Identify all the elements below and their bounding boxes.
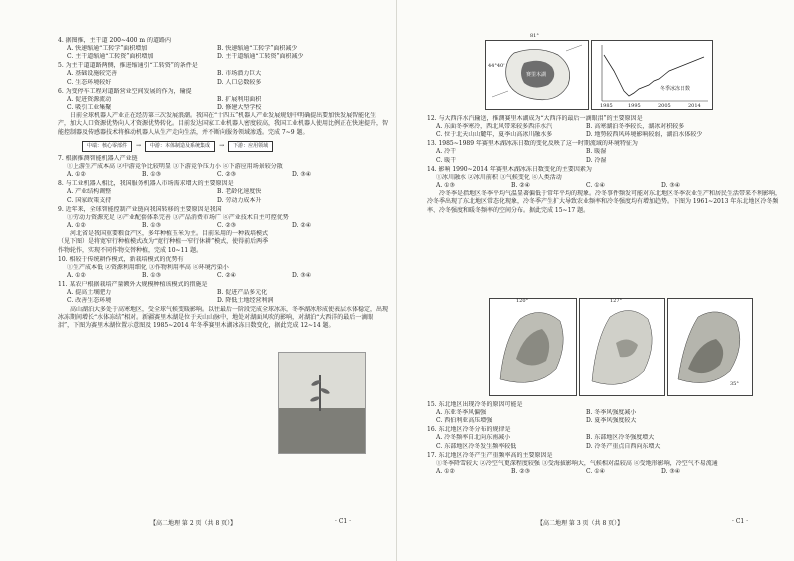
answer-option[interactable]: B. 暖湿 xyxy=(586,148,607,156)
page-footer: 【高二地理 第 2 页（共 8 页）】 xyxy=(150,520,237,527)
answer-choice[interactable]: D. ③④ xyxy=(292,272,312,280)
cold-winter-intensity-map xyxy=(579,298,665,396)
question-stem: 4. 据图推，主干道 200~400 m 的道路内 xyxy=(58,36,171,44)
answer-choice[interactable]: D. ②④ xyxy=(292,222,312,230)
statement-row: ①冰川融水 ②冰川前积 ③气候变化 ④人类活动 xyxy=(436,173,562,181)
answer-option[interactable]: D. 修建大型学校 xyxy=(217,104,262,112)
option-row xyxy=(58,53,388,61)
chain-box-downstream: 下游：应用领域 xyxy=(228,141,273,152)
choice-row xyxy=(58,222,388,230)
option-row xyxy=(58,79,388,87)
question-group-4-6 xyxy=(58,37,388,112)
question-stem: 7. 根据推测智能机器人产业链 xyxy=(58,154,138,162)
answer-choice[interactable]: A. ①② xyxy=(67,272,86,280)
answer-choice[interactable]: C. ②③ xyxy=(217,222,236,230)
question-stem: 8. 与工业机器人相比，我国服务机器人市场需求增大的主要原因是 xyxy=(58,180,234,188)
option-row xyxy=(58,70,388,78)
right-content-column xyxy=(427,114,782,215)
question-group-7-9 xyxy=(58,155,388,230)
option-row xyxy=(58,188,388,196)
answer-option[interactable]: C. 西伯利亚高压增强 xyxy=(436,417,493,425)
statement-row: ①冬季降雪较大 ②冷空气更深程度较强 ③受海拔影响大，气候相对温较高 ④受地形影响，冷空气不易流通 xyxy=(436,459,718,467)
answer-option[interactable]: B. 扩展利用面积 xyxy=(217,95,262,103)
answer-option[interactable]: C. 主干道缩通“工转资”面积增加 xyxy=(67,53,154,61)
answer-choice[interactable]: D. ③④ xyxy=(292,171,312,179)
latitude-label: 44°40' xyxy=(488,63,505,69)
answer-option[interactable]: A. 提高土壤肥力 xyxy=(67,289,112,297)
question-stem: 13. 1985~1989 年赛里木湖冰冻日数的变化反映了这一时期流域的环境特征为 xyxy=(427,140,638,148)
passage-cold-winter: 冷冬季是指地区冬季平均气温显著偏低于常年平均的现象。冷冬事件频发可能对东北地区冬季农业生产和居民生活带来不利影响，冷冬季出现了东北地区常态化现象，冷冬季产生扩大导致农业频率和冷冬强度均有增加趋势。下图为 1961~2013 年东北地区冷冬频率、冷冬强度和暖冬频率的空间分布。据此完成 15~17 题。 xyxy=(427,190,782,214)
option-row xyxy=(427,443,782,451)
answer-option[interactable]: D. 夏季风强度较大 xyxy=(586,417,637,425)
answer-choice[interactable]: C. ①④ xyxy=(586,468,605,476)
question-group-15-17 xyxy=(427,401,782,476)
x-label-mid2: 2005 xyxy=(658,103,671,109)
passage-robot-industry: 日前全球机器人产业正在经历第三次发展浪潮。我国在“十四五”机器人产业发展规划中明确提出要加快发展智能化生产，加大人口资源优势向人才资源优势转化。目前发达国家工业机器人密度较高，我国工业机器人使用比例正在快速提升，智能控制器及传感器技术将推动机器人从生产走向生活，并不断向服务领域渗透。完成 7~9 题。 xyxy=(58,112,388,136)
answer-choice[interactable]: B. ②③ xyxy=(511,468,530,476)
answer-choice[interactable]: D. ③④ xyxy=(661,468,681,476)
option-row xyxy=(427,123,782,131)
map-c-graphic xyxy=(668,299,752,395)
map-a-graphic xyxy=(490,299,576,395)
answer-choice[interactable]: B. ②④ xyxy=(511,182,530,190)
answer-option[interactable]: D. 人口总数较多 xyxy=(217,78,262,86)
question-stem: 10. 相较于传统耕作模式，新栽培模式的优势有 xyxy=(58,255,184,263)
answer-choice[interactable]: B. ①③ xyxy=(142,272,161,280)
cold-winter-frequency-map xyxy=(489,298,577,396)
question-stem: 11. 某农户根据栽培产量额外大规模种植该模式的措施是 xyxy=(58,281,208,289)
map-lat-label: 35° xyxy=(730,381,739,387)
answer-option[interactable]: C. 生态环境较好 xyxy=(67,78,112,86)
answer-option[interactable]: C. 改善生态环境 xyxy=(67,297,112,305)
answer-option[interactable]: A. 基础设施较完善 xyxy=(67,70,118,78)
option-row xyxy=(58,297,388,305)
option-row xyxy=(58,104,388,112)
x-label-mid: 1995 xyxy=(628,103,641,109)
answer-option[interactable]: B. 促进产品多元化 xyxy=(217,289,268,297)
answer-choice[interactable]: B. ①③ xyxy=(142,171,161,179)
answer-choice[interactable]: A. ①② xyxy=(436,468,455,476)
map-lon-label: 127° xyxy=(610,298,623,304)
answer-option[interactable]: D. 劳动力成本升 xyxy=(217,196,262,204)
answer-option[interactable]: D. 冷冬产重点自西向东增大 xyxy=(586,442,661,450)
question-stem: 14. 影响 1990~2014 年赛里木湖冰冻日数变化的主要因素为 xyxy=(427,165,592,173)
option-row xyxy=(427,157,782,165)
chart-legend: 冬季冰冻日数 xyxy=(660,86,691,92)
answer-option[interactable]: A. 冷冬频率自北向东南减小 xyxy=(436,434,511,442)
question-stem: 12. 与大西洋水汽输送，推测赛里木湖成为“大西洋的最后一滴眼泪”的主要原因是 xyxy=(427,114,643,122)
map-lon-label: 120° xyxy=(516,298,529,304)
answer-option[interactable]: C. 国家政策支持 xyxy=(67,196,112,204)
right-exam-page xyxy=(397,0,794,561)
option-row xyxy=(427,148,782,156)
option-row xyxy=(427,131,782,139)
choice-row xyxy=(427,468,782,476)
warm-winter-frequency-map xyxy=(667,298,753,396)
option-row xyxy=(58,197,388,205)
footer-code: · C1 · xyxy=(732,518,749,525)
answer-choice[interactable]: B. ①③ xyxy=(142,222,161,230)
arrow-right-icon: → xyxy=(136,142,142,150)
answer-option[interactable]: D. 主干道缩通“工转资”面积减少 xyxy=(217,53,304,61)
answer-option[interactable]: C. 暖干 xyxy=(436,156,457,164)
answer-option[interactable]: A. 东亚冬季风偏强 xyxy=(436,409,487,416)
answer-option[interactable]: A. 促进资源流动 xyxy=(67,95,112,103)
answer-choice[interactable]: C. ①④ xyxy=(586,182,605,190)
answer-choice[interactable]: A. ①③ xyxy=(436,182,455,190)
passage-lake: 高山湖泊大多处于高寒地区，受全球气候变暖影响。以往最后一阶段完成全球冰冻，冬季湖冰形成使表层水体稳定，出现冰冻期间增长“水体冻结”相对。新疆赛里木湖是位于天山山脉中，地处对湖面风吹的影响，对湖泊“大西洋的最后一滴眼泪”，下图为赛里木湖位置示意图及 1985~2014 年冬季赛里木湖冰冻日数变化，据此完成 12~14 题。 xyxy=(58,305,388,330)
longitude-label: 81° xyxy=(530,33,539,39)
left-content-column xyxy=(58,36,388,330)
answer-choice[interactable]: A. ①② xyxy=(67,222,86,230)
question-stem: 17. 东北地区冷冬产生产重频率高的主要原因是 xyxy=(427,451,553,459)
statement-row: ①劳动力资源充足 ②产业配套体系完善 ③产品消费市场广 ④产业技术自主可控优势 xyxy=(67,213,289,221)
freezing-days-chart xyxy=(591,40,713,110)
freezing-days-graphic xyxy=(592,41,712,109)
chain-box-midstream: 中游：本体制造及系统集成 xyxy=(145,141,215,152)
question-stem: 6. 为变停车工程对道路营业空间发展的作为，输提 xyxy=(58,87,192,95)
answer-choice[interactable]: A. ①② xyxy=(67,171,86,179)
choice-row xyxy=(58,171,388,179)
question-group-10-11 xyxy=(58,256,388,306)
option-row xyxy=(427,434,782,442)
option-row xyxy=(58,96,388,104)
answer-option[interactable]: D. 地势较西风环境影响较弱，湖泊水体较少 xyxy=(586,131,703,139)
lake-location-map xyxy=(485,33,589,110)
answer-choice[interactable]: C. ②③ xyxy=(217,171,236,179)
x-label-start: 1985 xyxy=(600,103,613,109)
answer-option[interactable]: B. 冬季风强度减小 xyxy=(586,409,637,416)
map-b-graphic xyxy=(580,299,664,395)
question-group-12-14 xyxy=(427,115,782,190)
question-stem: 15. 东北地区出现冷冬的原因可能是 xyxy=(427,400,523,408)
right-lower-column xyxy=(427,400,782,476)
statement-row: ①生产成本低 ②资源利用细化 ③作物利用率高 ④环境污染小 xyxy=(67,263,229,271)
answer-option[interactable]: B. 快递缩通“工转学”面积减少 xyxy=(217,45,298,52)
choice-row xyxy=(427,182,782,190)
option-row xyxy=(427,417,782,425)
answer-option[interactable]: B. 老龄化速度快 xyxy=(217,188,262,196)
answer-option[interactable]: C. 位于北天山山麓年，夏季山高冰川融水多 xyxy=(436,131,553,139)
answer-option[interactable]: D. 冷湿 xyxy=(586,156,607,164)
industry-chain-diagram xyxy=(82,141,388,152)
option-row xyxy=(58,289,388,297)
question-stem: 16. 东北地区冷冬分布的规律是 xyxy=(427,426,511,434)
question-stem: 5. 为主干道道路两侧，推进缩通引“工转资”的条件是 xyxy=(58,62,198,70)
answer-option[interactable]: C. 东部地区冷冬发生频率较低 xyxy=(436,442,517,450)
answer-option[interactable]: D. 降低土地经营利润 xyxy=(217,297,274,305)
chain-box-upstream: 中端：核心零部件 xyxy=(82,141,132,152)
option-row xyxy=(427,409,782,417)
answer-option[interactable]: A. 产业结构调整 xyxy=(67,188,112,196)
choice-row xyxy=(58,272,388,280)
footer-code: · C1 · xyxy=(335,518,352,525)
lake-name-label: 赛里木湖 xyxy=(526,72,547,78)
passage-farming-model: 河北省是我国重要粮食产区，多年种植玉米为主。目前采用的一种栽培模式（见下图）是将宽窄行种植模式改为“宽行种植一窄行休耕”模式，使得前后两季作物轮作，实现不同作物交替种植，完成 10~11 题。 xyxy=(58,230,269,254)
page-footer: 【高二地理 第 3 页（共 8 页）】 xyxy=(537,520,624,527)
answer-option[interactable]: B. 市场潜力巨大 xyxy=(217,70,262,78)
x-label-end: 2014 xyxy=(688,103,701,109)
answer-option[interactable]: A. 东面冬季寒冷，西北风带来较多西洋水汽 xyxy=(436,123,553,130)
answer-choice[interactable]: C. ②④ xyxy=(217,272,236,280)
answer-option[interactable]: A. 冷干 xyxy=(436,148,457,156)
answer-option[interactable]: B. 高寒湖泊冬季较长，湖冰对积较多 xyxy=(586,123,685,130)
statement-row: ①上游生产成本高 ②中游竞争比较明显 ③下游竞争压力小 ④下游应用场景较分散 xyxy=(67,163,283,171)
arrow-right-icon: → xyxy=(219,142,225,150)
crop-field-photo xyxy=(278,352,366,454)
question-stem: 9. 近年来，全球智能控制产业链向我国转移的主要原因是我国 xyxy=(58,205,222,213)
answer-option[interactable]: A. 快递缩通“工转学”面积增加 xyxy=(67,45,148,52)
answer-option[interactable]: C. 吸引工业集聚 xyxy=(67,104,112,112)
answer-choice[interactable]: D. ③④ xyxy=(661,182,681,190)
answer-option[interactable]: B. 东部地区冷冬强度增大 xyxy=(586,434,655,442)
option-row xyxy=(58,45,388,53)
